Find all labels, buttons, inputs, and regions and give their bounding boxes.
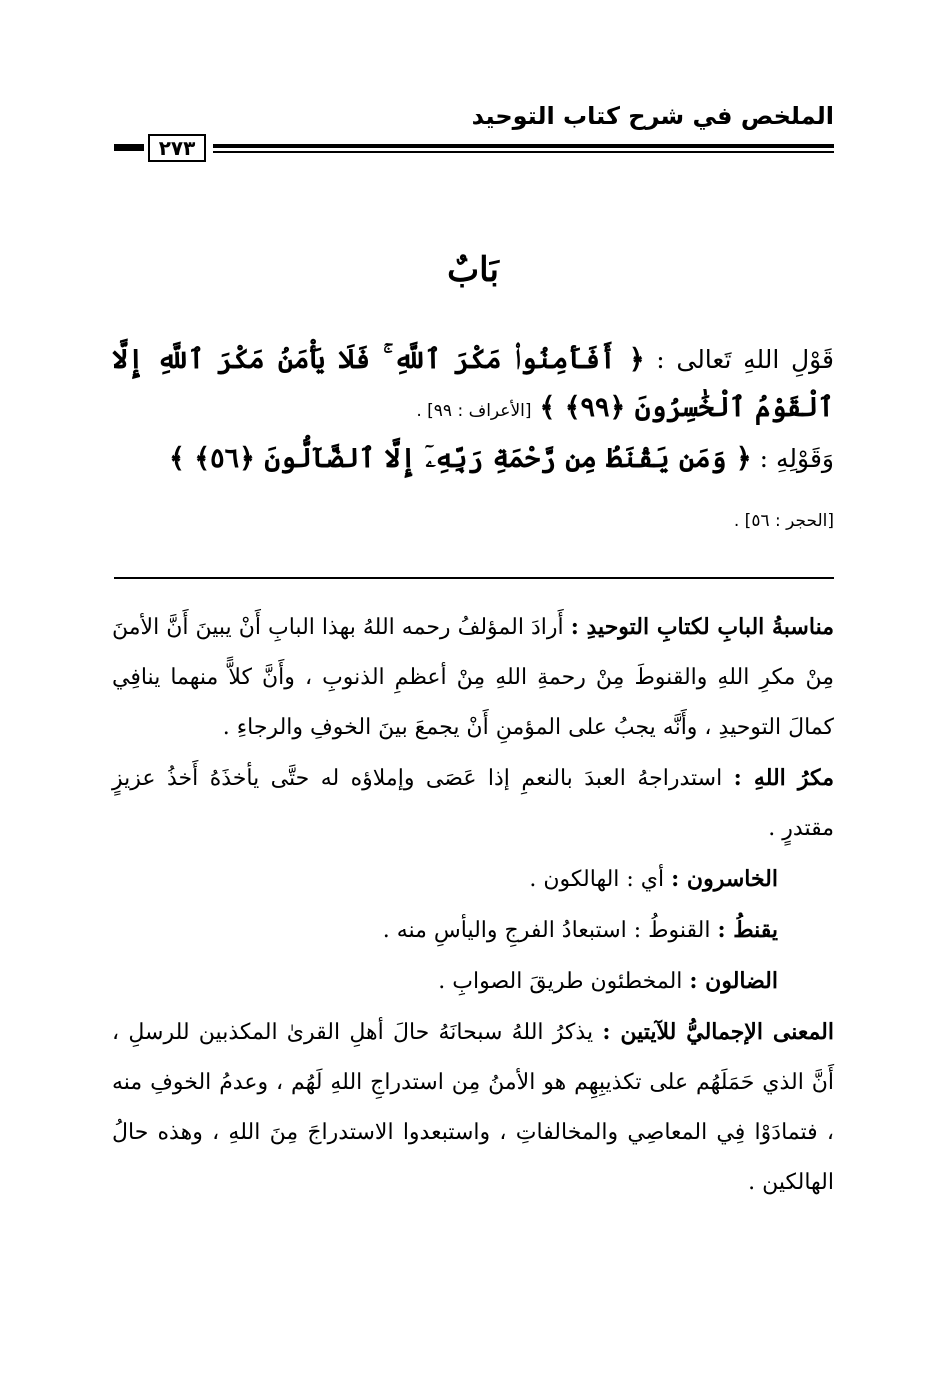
chapter-title: بَابٌ <box>447 250 499 290</box>
verse-reference-2: [الحجر : ٥٦] . <box>733 511 834 531</box>
section-separator <box>114 577 834 579</box>
text-dallun: المخطئون طريقَ الصوابِ . <box>438 969 690 994</box>
verse-intro-1: قَوْلِ اللهِ تَعالى : <box>656 345 834 374</box>
quran-verses <box>112 336 834 545</box>
term-dallun: الضالون : <box>689 968 778 994</box>
paragraph-yaqnat <box>112 905 834 956</box>
paragraph-makr-allah <box>112 753 834 854</box>
term-relevance: مناسبةُ البابِ لكتابِ التوحيدِ : <box>570 614 834 640</box>
paragraph-general-meaning <box>112 1007 834 1208</box>
term-makr-allah: مكرُ اللهِ : <box>733 765 834 791</box>
term-yaqnat: يقنطُ : <box>717 917 778 943</box>
paragraph-khasirun <box>112 854 834 905</box>
text-relevance: أَرادَ المؤلفُ رحمه اللهُ بهذا البابِ أَنْ يبينَ أَنَّ الأمنَ مِنْ مكرِ اللهِ والقنوطَ مِنْ رحمةِ اللهِ مِنْ أعظمِ الذنوبِ ، وأَنَّ كلاًّ منهما ينافِي كمالَ التوحيدِ ، وأَنَّه يجبُ على المؤمنِ أَنْ يجمعَ بينَ الخوفِ والرجاءِ . <box>112 615 834 740</box>
verse-reference-1: [الأعراف : ٩٩] . <box>416 401 532 421</box>
text-makr-allah: استدراجهُ العبدَ بالنعمِ إذا عَصَى وإملاؤه له حتَّى يأخذَهُ أَخذُ عزيزٍ مقتدرٍ . <box>112 766 834 841</box>
text-khasirun: أي : الهالكون . <box>529 867 672 892</box>
verse-line-1 <box>112 336 834 435</box>
paragraph-dallun <box>112 956 834 1007</box>
header-rule <box>213 144 834 153</box>
verse-text-2: ﴿ وَمَن يَقْنَطُ مِن رَّحْمَةِ رَبِّهِۦٓ إِلَّا ٱلضَّآلُّونَ ﴿٥٦﴾ ﴾ <box>169 443 752 474</box>
verse-text-1: ﴿ أَفَأَمِنُوا۟ مَكْرَ ٱللَّهِ ۚ فَلَا يَأْمَنُ مَكْرَ ٱللَّهِ إِلَّا ٱلْقَوْمُ ٱلْخَٰسِرُونَ ﴿٩٩﴾ ﴾ <box>112 344 834 423</box>
commentary <box>112 602 834 1208</box>
term-khasirun: الخاسرون : <box>671 866 778 892</box>
running-title: الملخص في شرح كتاب التوحيد <box>471 102 834 130</box>
verse-line-2 <box>112 435 834 483</box>
page-number-dash <box>114 144 144 151</box>
verse-intro-2: وَقَوْلِهِ : <box>759 444 834 473</box>
text-yaqnat: القنوطُ : استبعادُ الفرجِ واليأسِ منه . <box>382 918 718 943</box>
text-general-meaning: يذكرُ اللهُ سبحانَهُ حالَ أهلِ القرىٰ المكذبين للرسلِ ، أَنَّ الذي حَمَلَهُم على تكذيبِهِم هو الأمنُ مِن استدراجِ اللهِ لَهُم ، وعدمُ الخوفِ منه ، فتمادَوْا فِي المعاصِي والمخالفاتِ ، واستبعدوا الاستدراجَ مِنَ اللهِ ، وهذه حالُ الهالكين . <box>112 1020 834 1195</box>
paragraph-relevance <box>112 602 834 753</box>
term-general-meaning: المعنى الإجماليُّ للآيتين : <box>602 1019 834 1045</box>
page-number: ٢٧٣ <box>148 134 206 162</box>
